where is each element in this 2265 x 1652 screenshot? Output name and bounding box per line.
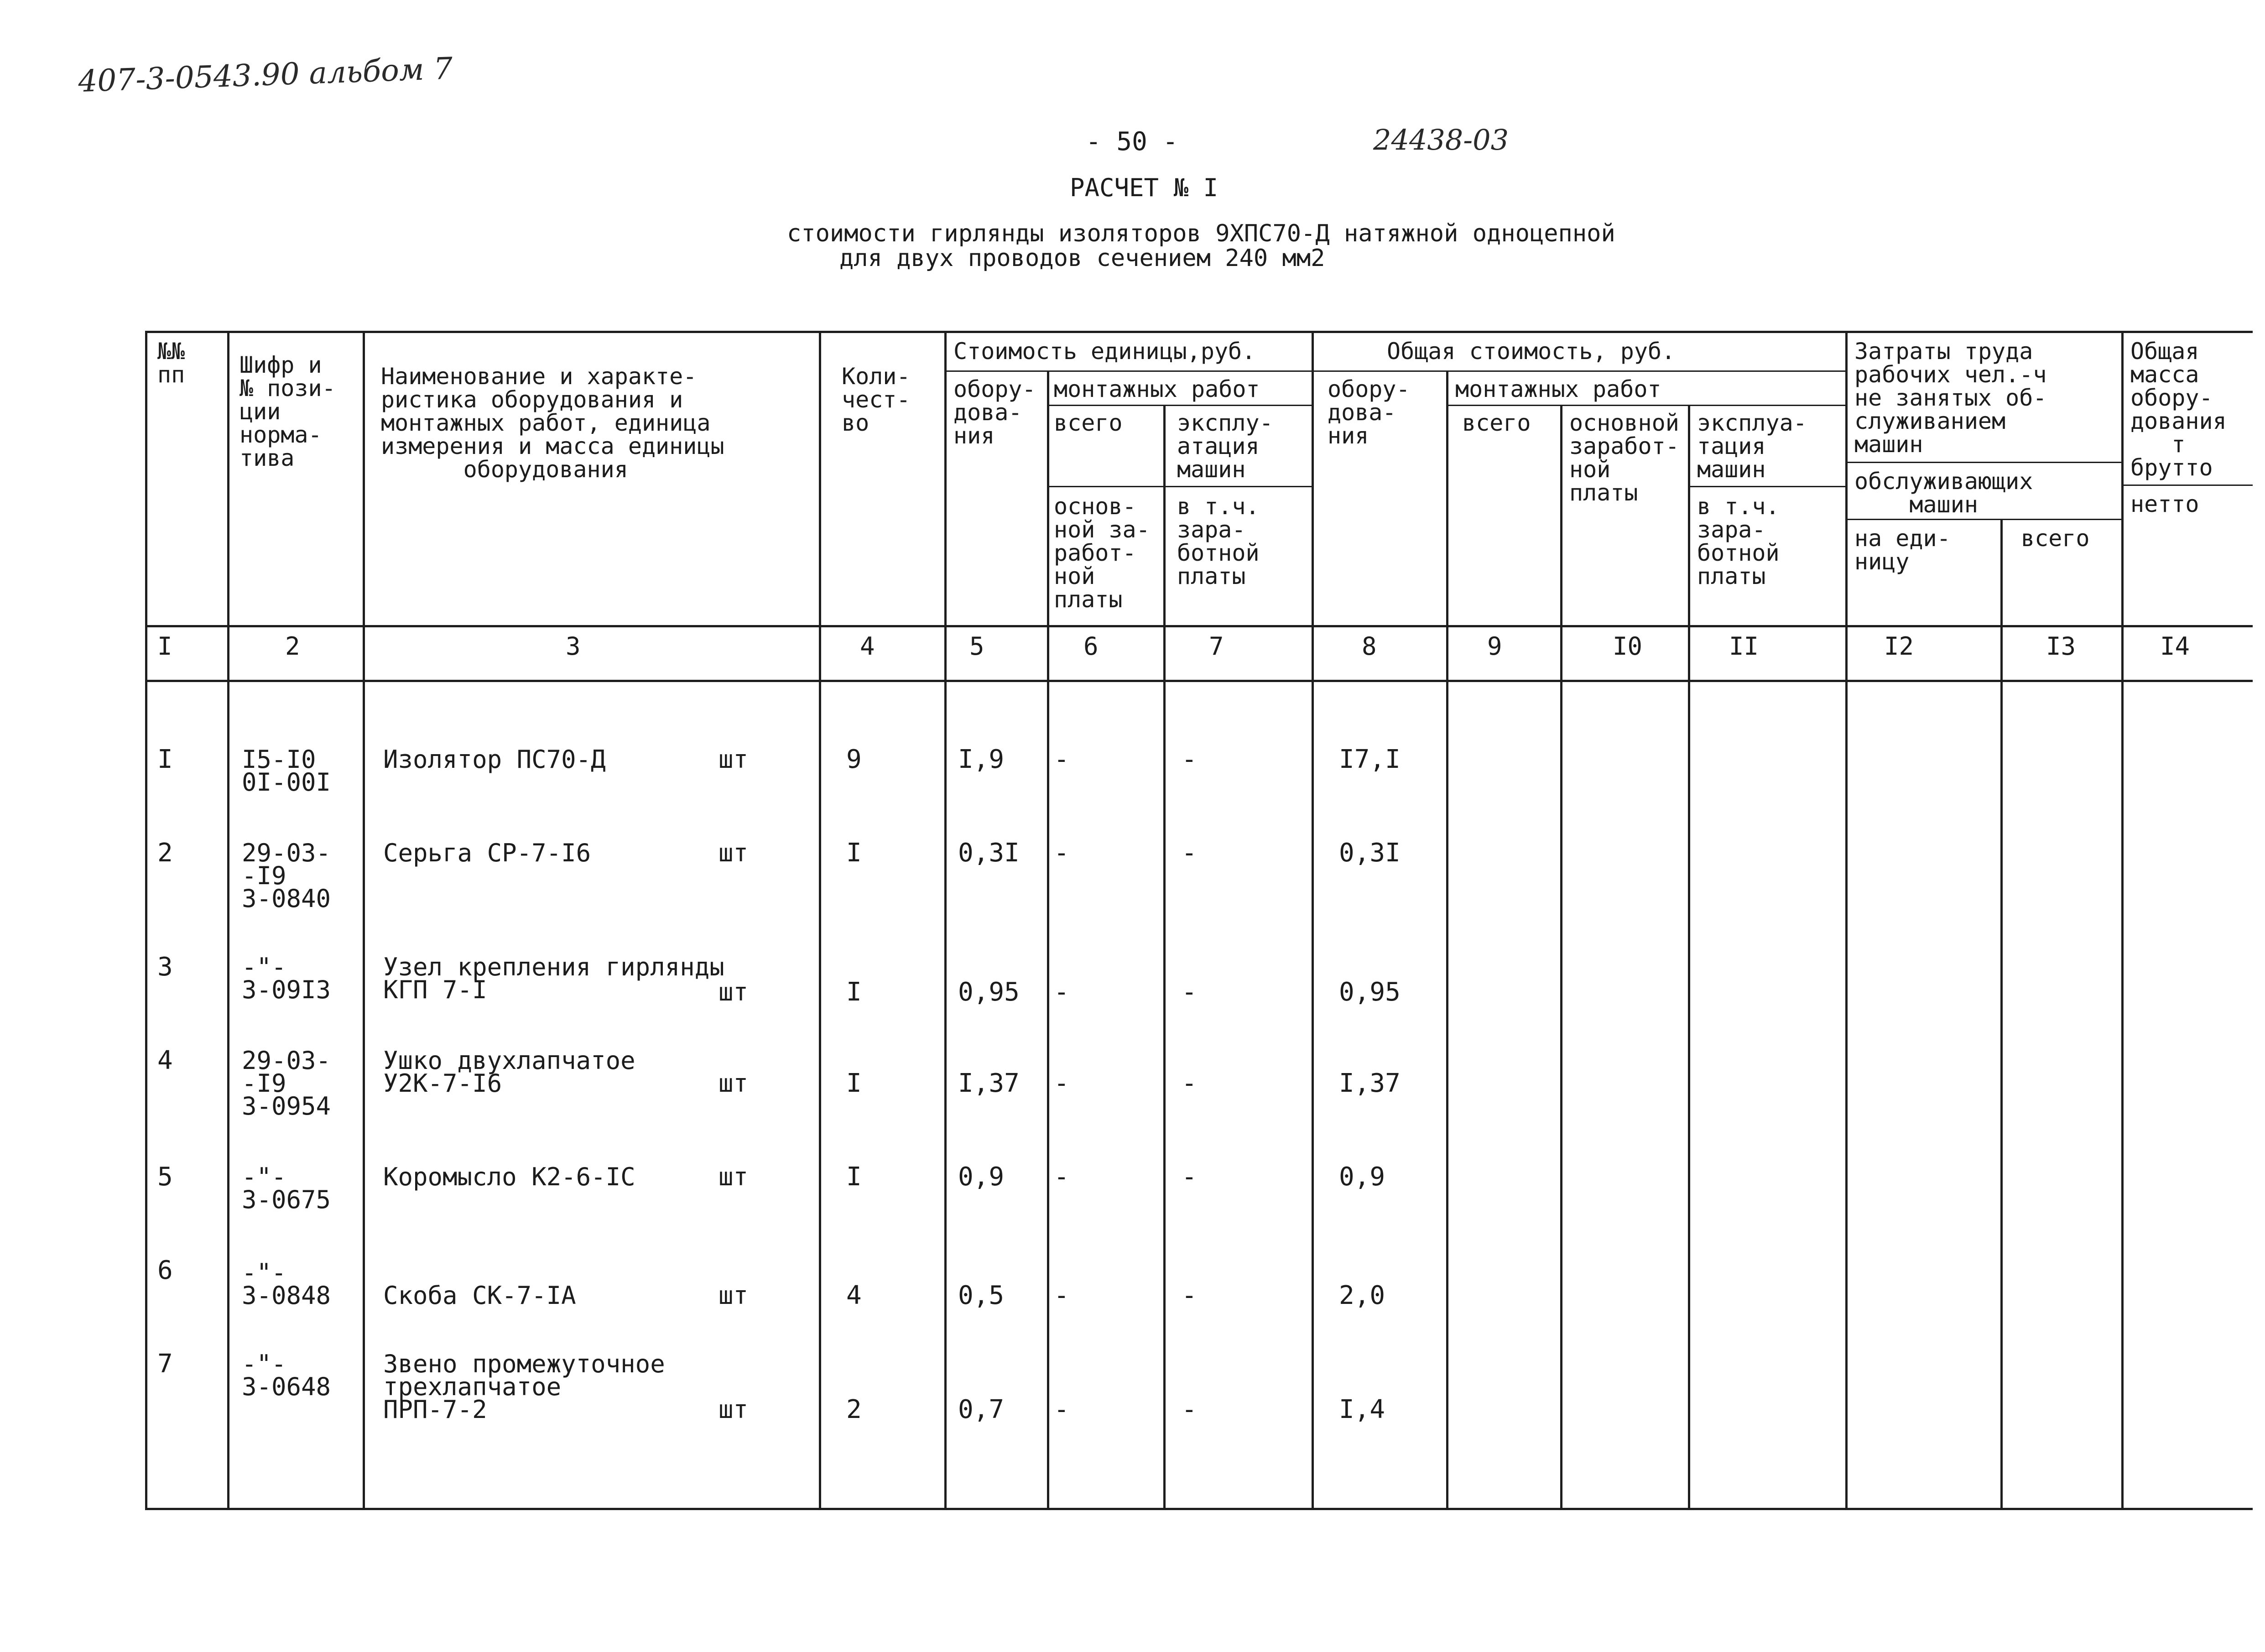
grid-line [2121,331,2124,1510]
unit-machines-cost: - [1182,1281,1197,1310]
column-number: 6 [1083,632,1099,661]
grid-line [227,331,229,1510]
unit-machines-cost: - [1182,1162,1197,1192]
header-total-base-salary: основной заработ- ной платы [1569,410,1679,506]
unit-montage-total: - [1054,1068,1069,1098]
header-labor-costs: Затраты труда рабочих чел.-ч не занятых об- служиванием машин [1854,338,2047,458]
unit-machines-cost: - [1182,838,1197,868]
unit-equipment-cost: I,9 [958,745,1005,774]
document-number: 24438-03 [1373,123,1509,156]
unit-equipment-cost: 0,5 [958,1281,1005,1310]
header-mass: Общая масса обору- дования т [2130,338,2227,458]
grid-line [1163,406,1166,1510]
item-quantity: I [846,1162,862,1192]
calculation-title: РАСЧЕТ № I [1070,173,1218,202]
unit-machines-cost: - [1182,745,1197,774]
unit-machines-cost: - [1182,1395,1197,1424]
grid-line [1688,406,1690,1510]
grid-line [1560,406,1562,1510]
grid-line [1845,331,1848,1510]
unit-montage-total: - [1054,1395,1069,1424]
column-number: II [1729,632,1759,661]
total-equipment-cost: 0,9 [1339,1162,1385,1192]
item-unit: шт [719,1395,749,1424]
total-equipment-cost: 0,95 [1339,977,1401,1007]
header-norm-code: Шифр и № пози- ции норма- тива [240,352,336,471]
item-name: Коромысло К2-6-IС [383,1162,635,1191]
unit-montage-total: - [1054,838,1069,868]
grid-line [1845,519,2121,520]
grid-line [1446,405,1845,406]
item-unit: шт [719,1281,749,1310]
column-number: 2 [285,632,300,661]
grid-line [1047,405,1312,406]
unit-equipment-cost: 0,95 [958,977,1020,1007]
item-unit: шт [719,839,749,867]
header-quantity: Коли- чест- во [842,363,911,436]
unit-montage-total: - [1054,1281,1069,1310]
header-total-incl-salary: в т.ч. зара- ботной платы [1697,493,1780,589]
header-total-equipment: обору- дова- ния [1328,376,1410,449]
header-total-montage: монтажных работ [1455,376,1661,402]
item-unit: шт [719,745,749,774]
header-unit-montage: монтажных работ [1054,376,1260,402]
total-equipment-cost: I7,I [1339,745,1401,774]
column-number: 9 [1487,632,1502,661]
row-number: 7 [157,1349,173,1379]
column-number: I3 [2046,632,2076,661]
header-item-name: Наименование и характе- ристика оборудования и монтажных работ, единица измерения и масса единицы оборудования [381,363,724,483]
total-equipment-cost: 2,0 [1339,1281,1385,1310]
row-number: 2 [157,838,173,868]
unit-montage-total: - [1054,1162,1069,1192]
page-number: - 50 - [1086,127,1178,156]
grid-line [1047,486,1312,487]
norm-code: -"- 3-0848 [242,1258,331,1310]
header-total-montage-total: всего [1462,410,1531,436]
row-number: 3 [157,952,173,982]
header-total-cost: Общая стоимость, руб. [1387,338,1676,365]
item-unit: шт [719,1069,749,1098]
row-number: 5 [157,1162,173,1192]
column-number: 7 [1209,632,1224,661]
item-quantity: I [846,977,862,1007]
unit-equipment-cost: I,37 [958,1068,1020,1098]
header-unit-incl-salary: в т.ч. зара- ботной платы [1177,493,1260,589]
header-labor-serving-machines: обслуживающих машин [1854,468,2033,518]
norm-code: -"- 3-0675 [242,1162,331,1214]
norm-code: 29-03- -I9 3-0840 [242,839,331,913]
column-number: I4 [2160,632,2190,661]
header-unit-equipment: обору- дова- ния [953,376,1036,449]
grid-line [2000,520,2003,1510]
grid-line [944,331,947,1510]
unit-montage-total: - [1054,745,1069,774]
header-unit-montage-total: всего [1054,410,1123,436]
grid-line [1312,331,1314,1510]
unit-machines-cost: - [1182,1068,1197,1098]
subtitle-line-1: стоимости гирлянды изоляторов 9ХПС70-Д натяжной одноцепной [787,220,1615,247]
header-unit-machines: эксплу- атация машин [1177,410,1273,483]
grid-line [819,331,821,1510]
total-equipment-cost: 0,3I [1339,838,1401,868]
grid-line [944,370,1845,372]
header-labor-per-unit: на еди- ницу [1854,525,1951,575]
norm-code: -"- 3-0648 [242,1350,331,1401]
unit-montage-total: - [1054,977,1069,1007]
total-equipment-cost: I,4 [1339,1395,1385,1424]
row-number: 6 [157,1256,173,1285]
header-unit-cost: Стоимость единицы,руб. [953,338,1256,365]
column-number: 3 [566,632,581,661]
grid-line [1845,462,2121,463]
item-quantity: I [846,1068,862,1098]
column-number: 5 [969,632,984,661]
grid-line [145,1508,2253,1510]
grid-line [145,680,2253,682]
unit-equipment-cost: 0,3I [958,838,1020,868]
grid-line [1047,372,1049,1510]
item-name: Изолятор ПС70-Д [383,745,606,774]
column-number: I2 [1884,632,1914,661]
row-number: 4 [157,1046,173,1075]
grid-line [145,625,2253,627]
column-number: I [157,632,172,661]
unit-equipment-cost: 0,9 [958,1162,1005,1192]
header-mass-gross: брутто [2130,454,2213,481]
row-number: I [157,745,173,774]
header-row-number: №№ пп [157,338,185,388]
unit-equipment-cost: 0,7 [958,1395,1005,1424]
grid-line [363,331,365,1510]
header-total-machines: эксплуа- тация машин [1697,410,1807,483]
item-name: Узел крепления гирлянды КГП 7-I [383,953,724,1004]
header-labor-total: всего [2021,525,2090,552]
unit-machines-cost: - [1182,977,1197,1007]
norm-code: I5-I0 0I-00I [242,745,331,797]
item-name: Серьга СР-7-I6 [383,839,591,867]
header-mass-net: нетто [2130,491,2199,517]
grid-line [145,331,2253,333]
grid-line [1446,372,1448,1510]
norm-code: -"- 3-09I3 [242,953,331,1004]
norm-code: 29-03- -I9 3-0954 [242,1046,331,1120]
column-number: 4 [860,632,875,661]
grid-line [145,331,147,1510]
item-quantity: 2 [846,1395,862,1424]
item-name: Скоба СК-7-IА [383,1281,576,1310]
subtitle-line-2: для двух проводов сечением 240 мм2 [839,245,1325,272]
item-name: Ушко двухлапчатое У2К-7-I6 [383,1046,635,1098]
document-code: 407-3-0543.90 альбом 7 [78,51,453,99]
total-equipment-cost: I,37 [1339,1068,1401,1098]
grid-line [2121,485,2253,486]
item-quantity: I [846,838,862,868]
item-name: Звено промежуточное трехлапчатое ПРП-7-2 [383,1350,665,1424]
grid-line [1688,486,1845,487]
header-unit-base-salary: основ- ной за- работ- ной платы [1054,493,1150,613]
item-quantity: 4 [846,1281,862,1310]
item-unit: шт [719,978,749,1006]
column-number: I0 [1613,632,1643,661]
item-unit: шт [719,1162,749,1191]
column-number: 8 [1362,632,1377,661]
item-quantity: 9 [846,745,862,774]
